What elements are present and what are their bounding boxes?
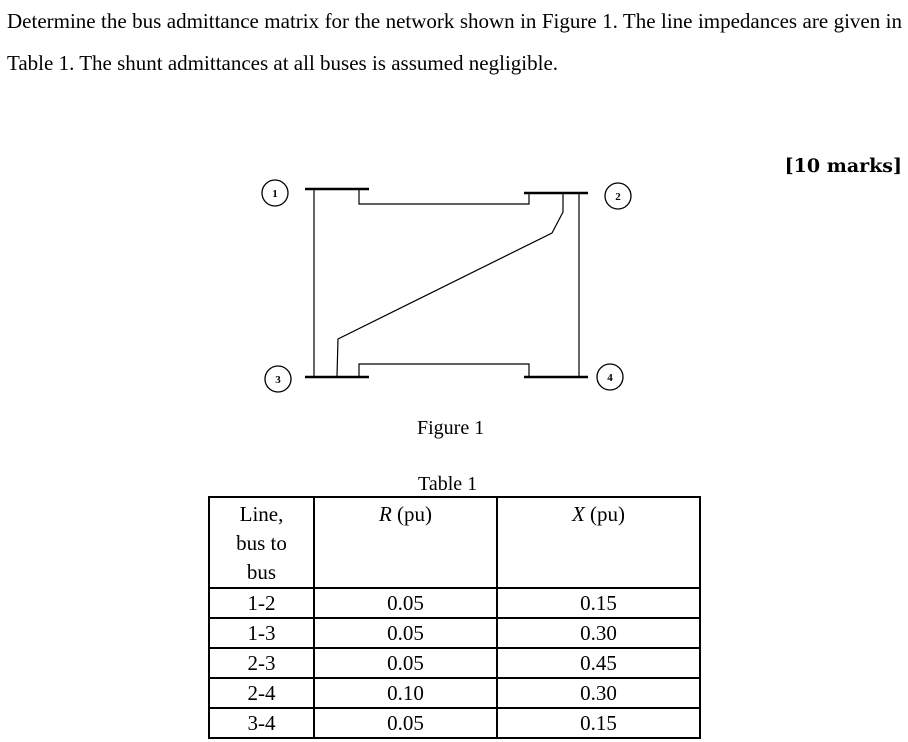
header-line-l3: bus bbox=[246, 560, 277, 584]
cell-r: 0.05 bbox=[314, 618, 497, 648]
cell-x: 0.15 bbox=[497, 708, 700, 738]
cell-line: 1-2 bbox=[209, 588, 314, 618]
marks-label: [10 marks] bbox=[784, 155, 902, 177]
bus-label-2: 2 bbox=[615, 191, 621, 203]
cell-r: 0.10 bbox=[314, 678, 497, 708]
cell-x: 0.15 bbox=[497, 588, 700, 618]
table-row bbox=[209, 588, 700, 618]
bus-label-1: 1 bbox=[272, 188, 278, 200]
header-x bbox=[497, 497, 700, 588]
table-caption: Table 1 bbox=[418, 473, 478, 495]
cell-line: 2-3 bbox=[209, 648, 314, 678]
figure-caption: Figure 1 bbox=[417, 417, 485, 439]
cell-r: 0.05 bbox=[314, 648, 497, 678]
cell-x: 0.30 bbox=[497, 678, 700, 708]
bus-label-3: 3 bbox=[275, 374, 281, 386]
cell-r: 0.05 bbox=[314, 708, 497, 738]
line-1-2 bbox=[359, 190, 529, 204]
header-r-unit: (pu) bbox=[391, 502, 433, 526]
bus-label-4: 4 bbox=[607, 372, 613, 384]
header-line-l1: Line, bbox=[239, 502, 284, 526]
impedance-table bbox=[208, 496, 701, 739]
table-row bbox=[209, 708, 700, 738]
header-line-l2: bus to bbox=[236, 531, 287, 555]
header-x-symbol: X bbox=[571, 502, 585, 526]
question-text: Determine the bus admittance matrix for the network shown in Figure 1. The line impedances are given in Table 1. The shunt admittances at all buses is assumed negligible. bbox=[7, 9, 902, 75]
line-3-4 bbox=[359, 364, 529, 376]
header-x-unit: (pu) bbox=[584, 502, 626, 526]
cell-x: 0.30 bbox=[497, 618, 700, 648]
cell-line: 2-4 bbox=[209, 678, 314, 708]
table-row bbox=[209, 678, 700, 708]
header-line bbox=[209, 497, 314, 588]
cell-line: 1-3 bbox=[209, 618, 314, 648]
header-r bbox=[314, 497, 497, 588]
table-row bbox=[209, 648, 700, 678]
line-2-3 bbox=[337, 194, 563, 376]
cell-line: 3-4 bbox=[209, 708, 314, 738]
cell-r: 0.05 bbox=[314, 588, 497, 618]
cell-x: 0.45 bbox=[497, 648, 700, 678]
table-header-row bbox=[209, 497, 700, 588]
table-row bbox=[209, 618, 700, 648]
header-r-symbol: R bbox=[378, 502, 392, 526]
